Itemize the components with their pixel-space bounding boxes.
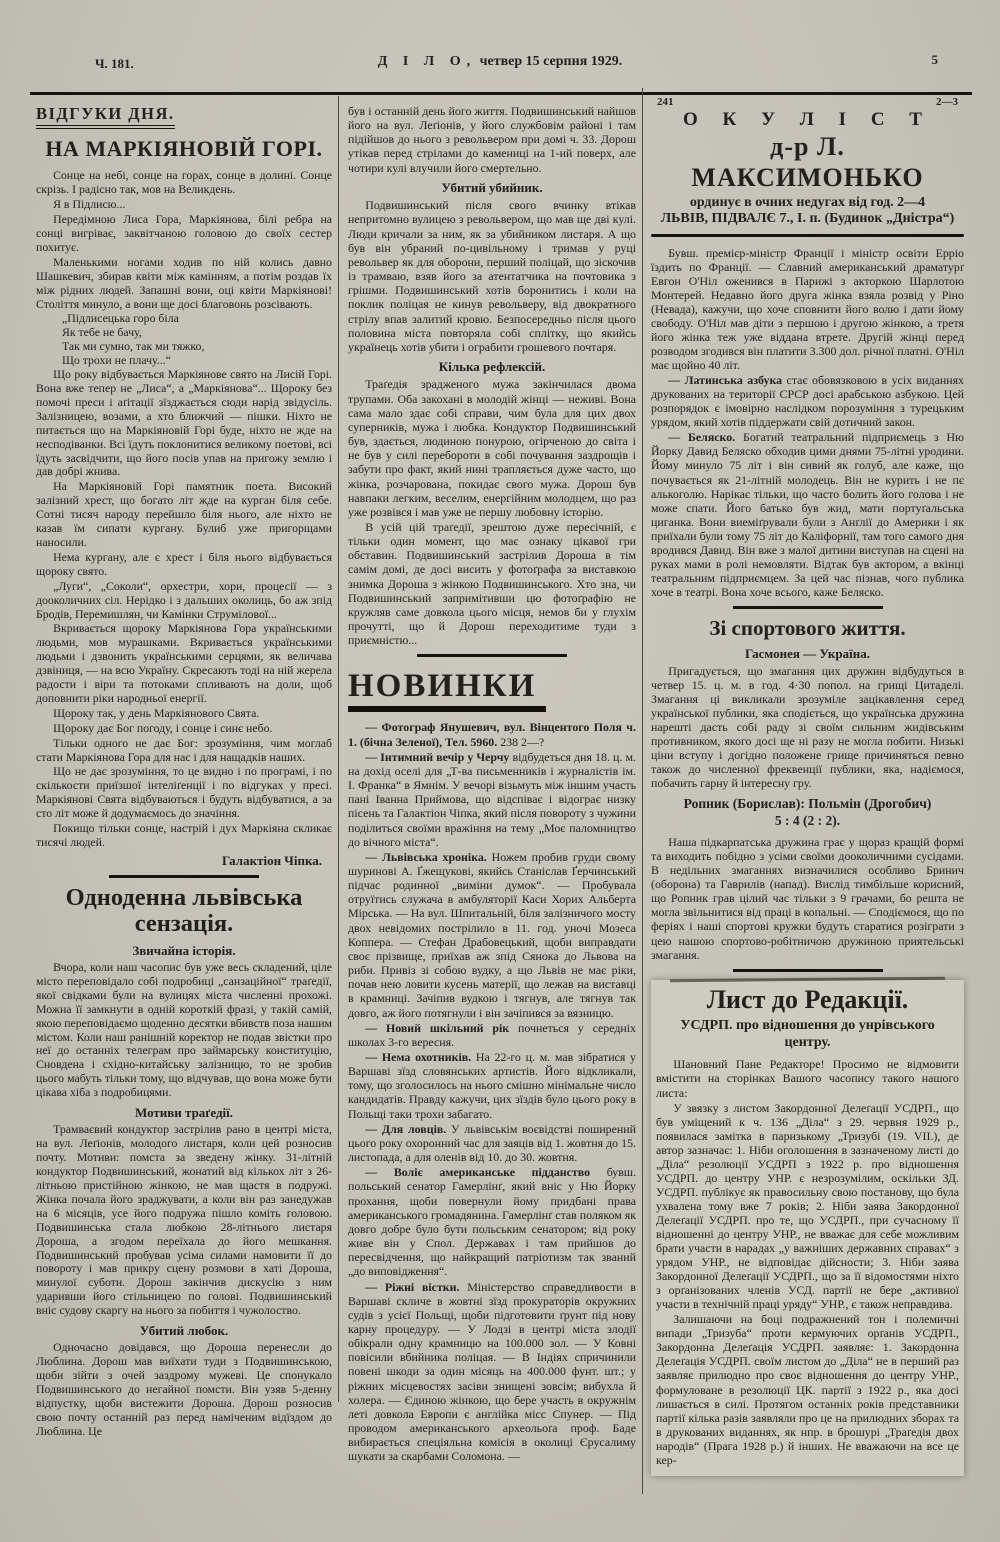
article-body [348, 377, 636, 647]
letter-body [656, 1057, 959, 1466]
paragraph: „Луги“, „Соколи“, орхестри, хори, процесії — з дооколичних сіл. Нерідко і з дальших околиць, бо аж зпід Бродів, Перемишлян, чи Камінки Струмілової... [36, 578, 332, 621]
sport-preview: Пригадується, що змагання цих дружин відбудуться в четвер 15. ц. м. в год. 4·30 попол. на грищі Цитаделі. Змагання ці викликали зрозуміле зацікавлення серед української публики, яка сподіється, що українська дружина нарешті дасть собі раду зі своїм сильним жидівським противником, якого досі ще ні разу не могла побити. Низькі ціни вступу і догідно положене грище причиняться певно також до численної фреквенції публики, яка, надіємося, побачить гарну й інтересну гру. [651, 664, 964, 791]
news-item: — Ріжні вістки. Міністерство справедливости в Варшаві скличе в жовтні зїзд прокураторів окружних судів з усієї Польщі, щоби підготовити ґрунт під нову карну процедуру. — У Лодзі в центрі міста злодії обікрали одну крамницю на 100.000 зол. — У Ковні повісили вбийника поліцая. — В Індіях спричинили повені шкоди за один місяць на 400.000 фунт. шт.; у ріжних місцевостях засіви знищені зовсім; вибухла й холера. — Єдиною жінкою, що бере участь в окружнім леті довкола Европи є англійка місс Спунер. — Під проводом американського археольоґа проф. Баде вибирається спеціяльна комісія в околиці Єрусалиму шукати за скарбами Соломона. — [348, 1279, 636, 1464]
ad-hours: ординує в очних недугах від год. 2—4 [689, 194, 926, 210]
verse-line: Як тебе не бачу, [61, 325, 142, 340]
verse-line: „Підлисецька горо біла [61, 311, 179, 326]
letter-headline: Лист до Редакції. [706, 984, 909, 1014]
subheading: Звичайна історія. [132, 942, 236, 958]
subheading: Убитий убийник. [441, 179, 543, 195]
paragraph: Щороку так, у день Маркіянового Свята. [53, 705, 260, 720]
sport-report: Наша підкарпатська дружина грає у щораз кращій формі та виходить побідно з усіми своїми дооколичними сусідами. В недільних змаганнях визначилися особливо Бринич (оборона) та Гаврилів (напад). Вислід тимбільше корисний, що Ропник грав цілий час тільки з 9 грачами, бо решта не могла звільнитися від праці в копальні. — Сподіємося, що по феріях і наші спортові кружки будуть старатися розіграти з цею нашою спортово-робітничою дружиною приятельські змагання. [651, 835, 964, 962]
verse-line: Так ми сумно, так ми тяжко, [61, 339, 205, 354]
letter-subhead: УСДРП. про відношення до унрівського центру. [680, 1018, 935, 1051]
paragraph: На Маркіяновій Горі памятник поета. Високий залізний хрест, що богато літ жде на курган біля себе. Сотні тисяч народу перейшло біля нього, але ніхто не казав їм сипати кургану. Булиб уже пригорщами наносили. [36, 479, 332, 549]
verse-line: Що трохи не плачу...“ [61, 353, 171, 368]
column-divider-left [338, 96, 339, 1402]
paragraph: Передімною Лиса Гора, Маркіянова, білі ребра на сонці вигріває, заквітчаною головою до своїх сестер похитує. [36, 212, 332, 254]
issue-number: Ч. 181. [95, 56, 134, 71]
continuation-paragraph: був і останній день його життя. Подвишинський найшов його на вул. Леґіонів, у його службовім районі і там підійшов до нього з револьвером при домі ч. 33. Дорош утікав перед стрілами до камениці на 1-ий поверх, але чотири кулі влучили його смертельно. [348, 104, 636, 175]
verse-block [36, 312, 332, 368]
score-teams: Ропник (Борислав): Польмін (Дрогобич) [683, 796, 932, 812]
paragraph: Покищо тільки сонце, настрій і дух Маркіяна скликає тисячі людей. [36, 821, 332, 850]
subheading: Убитий любок. [139, 1323, 229, 1339]
right-column [651, 96, 964, 1476]
world-news [651, 246, 964, 599]
paragraph: Я в Підлисю... [53, 197, 126, 212]
news-item: — Фотограф Янушевич, вул. Вінцентого Поля ч. 1. (бічна Зеленої), Тел. 5960. 238 2—? [348, 720, 636, 749]
headline-line: сензація. [134, 910, 234, 938]
masthead-title: Д І Л О, [377, 54, 477, 69]
middle-column [348, 104, 636, 1465]
headline-line: Одноденна львівська [65, 884, 303, 912]
news-section [348, 664, 636, 720]
paragraph: Вчора, коли наш часопис був уже весь складений, ціле місто переповідало собі подробиці „санзаційної“ траґедії, якої свідками були на вулицях міста численні прохожі. Можна її замкнути в одній короткій фразі, у такій самій, якою переповідаємо щоденно десятки вбивств поза нашим містом. Коли наш ранішній коректор не подав звістки про неї до останніх телеграм про займарську конституцію, Сновдена і східно-китайську залізницю, то не зробив цього мабуть тільки тому, що відчував, що вона може бути цікава хіба з подробицями. [36, 959, 332, 1100]
masthead-date: четвер 15 серпня 1929. [479, 54, 623, 69]
paragraph: Траґедія зрадженого мужа закінчилася двома трупами. Оба закохані в молодій жінці — неживі. Вона сама мало здає собі справи, чим була для цих двох суперників, мужа і любка. Кондуктор Подвишинський був, здається, людиною понурою, огірченою до світа і не був у силі перебороти в собі почування заздрощів і забути про факт, який нині трапляється дуже часто, що жінка, розчарована, покидає свого мужа. Дорош був навпаки легким, веселим, енергійним молодцем, що раз уже розвівся і мав уже не першу любовну історію. [348, 377, 636, 519]
news-section-title: НОВИНКИ [348, 668, 546, 712]
left-column [36, 104, 332, 1440]
news-item: — Львівська хроніка. Ножем пробив груди свому шуринові А. Ґжещукові, якийсь Станіслав Ґерчинський підчас родинної „виміни думок“. — Пробувала отруїтись служача в амбуляторії Каси Хорих Альберта Мірська. — На вул. Шпитальній, біля залізничого мосту двох невідомих пострілило в 11. год. уночі Мозеса Коппера. — Стефан Драбовецький, щоби виправдати своє прізвище, приїхав аж зпід Сянока до Львова на риби. Привіз зі собою вудку, а що Львів не має ріки, почав нею ловити кусень матерії, що лежав на виставці в крамниці. Зачіпив вудкою і тягнув, але тягнув так довго, аж його потягнули і він зачіпився за вязницю. [348, 849, 636, 1020]
match-score [651, 796, 964, 830]
oculist-ad [651, 96, 964, 228]
paragraph: Шановний Пане Редакторе! Просимо не відмовити вмістити на сторінках Вашого часопису такого нашого листа: [656, 1057, 959, 1100]
page-number: 5 [931, 52, 938, 67]
paragraph: У звязку з листом Закордонної Делеґації УСДРП., що був уміщений к ч. 136 „Діла“ з 29. червня 1929 р., появилася замітка в паризькому „Тризубі (19. VII.), де автор зазначає: 1. Ніби оголошення в зазначеному листі до „Діла“ резолюції УСДРП з 1922 р. про відношення УСДРП. до центру УНР. є незрозумілим, оскільки ЗД. УСДРП. публікує як правосильну свою постанову, що була ухвалена тому вже 7 років; 2. Ніби заява Закордонної Делеґації УСДРП. про те, що УСДРП., при сучасному її відношенні до центру УНР., не вважає для себе можливим брати участи в нарадах „у важніших державних справах“ з урядом УНР., не відповідає дійсности; 3. Ніби заява Закордонної Делеґації УСДРП., що за її відомостями ніхто з орґанізованих членів УСД. партії не бере „активної участи в технічній праці уряду“ УНР., є також неправдива. [656, 1100, 959, 1312]
news-item: — Воліє американське підданство бувш. польський сенатор Гамерлінґ, який вніс у Ню Йорку прохання, щоби повернули йому придбані права американського громадянина. Гамерлінґ став поляком як довго добре було бути польським сенатором; від року живе він у Спол. Державах і там прийшов до пересвідчення, що найкращий патріотизм так званий „до виповідження“. [348, 1165, 636, 1279]
news-item: — Новий шкільний рік почнеться у середніх школах 3-го вересня. [348, 1020, 636, 1049]
paragraph: Сонце на небі, сонце на горах, сонце в долині. Сонце скрізь. І радісно так, мов на Великдень. [36, 168, 332, 197]
paragraph: Що не дає зрозуміння, то це видно і по програмі, і по скількости приїзшої інтеліґенції і по відгуках у пресі. Маркіянові Свята відбуваються і будуть відбуватися, а за сто літ може й додумаємось до значіння. [36, 764, 332, 821]
article-divider [109, 875, 259, 878]
author-signature: Галактіон Чіпка. [222, 852, 322, 868]
paragraph: Трамваєвий кондуктор застрілив рано в центрі міста, на вул. Леґіонів, молодого листаря, коли цей розносив почту. Мотиви: помста за зведену жінку. 31-літній кондуктор Подвишинський, жонатий від кількох літ з 26-літньою пристійною жінкою, не мав щастя в подружі. Жінка почала його зраджувати, а коли він раз занедужав на 6 місяців, усе його подружа пішло коміть головою. Подвишинська стала любкою 28-літнього листаря Дороша, а згодом переїхала до його мешкання. Подвишинський пробував усіма силами намовити її до повороту і мав прикру сцену розмови в хаті Дороша, минулої суботи. Дорош закінчив дискусію з ним ударивши його стільницею по голові. Подвишинський вніс судову скаргу на нього за побиття і чужолоство. [36, 1122, 332, 1318]
paragraph: Щороку дає Бог погоду, і сонце і синє небо. [53, 720, 273, 735]
ad-address: ЛЬВІВ, ПІДВАЛЄ 7., І. п. (Будинок „Дністра“) [660, 211, 955, 227]
ad-rule [651, 234, 964, 237]
header-rule [30, 92, 972, 95]
paragraph: В усій цій траґедії, зрештою дуже пересічній, є тільки один момент, що має ознаку цікавої гри обставин. Подвишинський застрілив Дороша в тім самім домі, де досі висить у фотоґрафа за виставкою знимка Дороша з жінкою Подвишинського. Хто зна, чи Подвишинський запримітивши цю фотоґрафію не кружляв саме довкола цього місця, немов би у глухім прочутті, що й Дорош переходитиме туди з приємністю... [348, 520, 636, 648]
sport-match-subhead: Гасмонея — Україна. [745, 645, 870, 661]
paragraph: Маленькими ногами ходив по ній колись давно Шашкевич, збирав квіти між камінням, а потім роздав їх між рідних людей. Запашні вони, оці квіти Маркіянові! Століття минуло, а вони ще досі благовонь розсівають. [36, 254, 332, 311]
news-item: — Інтимний вечір у Черчу відбудеться дня 18. ц. м. на дохід оселі для „Т-ва письменників і журналістів ім. І. Франка“ в Ямнім. У вечорі візьмуть між іншим участь пані Іванна Приймова, що відспіває і відограє низку пісень та Галактіон Чіпка, який після повороту з чужини поділиться своїми вражіння на тему „Моє паломництво до вічного міста“. [348, 749, 636, 849]
article-body [36, 368, 332, 850]
news-paragraph: Бувш. премієр-міністр Франції і міністр освіти Ерріо їздить по Франції. — Славний американський драматурґ Евгон О'Ніл оженився в Парижі з акторкою Шарлотою Монтерей. Недавно його друга жінка взяла розвід у Ріно (Невада), кажучи, що хоче сповнити його волю і дати йому свободу. О'Ніл мав діти з першою і другою жінкою, а третя його жінка теж уже віддана втрете. Другій жінці перед розводом згодився він платити 3.300 дол. річної платні. О'Ніл має щойно 40 літ. [651, 245, 964, 373]
news-item: — Для ловців. У львівськім воєвідстві поширений цього року охоронний час для заяців від 1. жовтня до 15. листопада, а для оленів від 10. до 30. жовтня. [348, 1121, 636, 1165]
article-divider [417, 654, 567, 657]
ad-doctor-name: д-р Л. МАКСИМОНЬКО [691, 132, 924, 193]
ad-run-marker: 2—3 [936, 96, 958, 108]
subheading: Кілька рефлексій. [438, 358, 546, 374]
news-item: — Нема охотників. На 22-го ц. м. мав зібратися у Варшаві зїзд словянських артистів. Його відкликали, тому, що зголосилось на нього смішно мінімальне число кандидатів. Правду кажучи, цих зїздів було цього року в Польщі таки трохи забагато. [348, 1050, 636, 1121]
article-divider [733, 606, 883, 609]
section-kicker: ВІДГУКИ ДНЯ. [36, 104, 175, 129]
paragraph: Залишаючи на боці подражнений тон і полемичні випади „Тризуба“ проти кермуючих орґанів УСДРП., Закордонна Делеґація УСДРП. заявляє: 1. Закордонна Делеґація УСДРП. своїм листом до „Діла“ не в перший раз заявляє прилюдно про своє відношення до центру УНР., формуловане в резолюції ЦК. партії з 1922 р., яка досі лишається в силі. Протягом останніх років представники партії кілька разів заявляли про це на прилюдних зборах та в друкованих виданнях, як нпр. в брошурі „Траґедія двох народів“ (Прага 1928 р.) й інших. Не вважаючи на все це кер- [656, 1312, 959, 1467]
subheading: Мотиви траґедії. [134, 1105, 234, 1121]
sport-section-title: Зі спортового життя. [709, 615, 906, 640]
news-items [348, 720, 636, 1463]
paragraph: Нема кургану, але є хрест і біля нього відбувається щороку свято. [36, 549, 332, 578]
ad-title: О К У Л І С Т [683, 108, 932, 130]
news-paragraph: — Беляско. Богатий театральний підприємець з Ню Йорку Давид Беляско обходив цими днями 75-літні уродини. Йому минуло 75 літ і він сивий як голуб, але каже, що почувається як 21-літній молодець. Він не курить і не пє алькоголю. Нарікає тільки, що часто болить його голова і не може спати. Його батько був жид, мати портуґальська циганка. Вони виеміґрували були з Анґлії до Америки і як приїхали були тому 75 літ до Каліфорнії, там того самого дня вродився Давид. Він вже з малої дитини виступав на сцені на руках мами в ролі немовляти. Відтак був актором, а вкінці театральним підприємцем. За цей час пізнав, чого публика хоче в театрі. Вона хоче всього, каже Беляско. [651, 430, 964, 599]
masthead [0, 54, 1000, 70]
column-divider-right [642, 88, 643, 1494]
ad-number: 241 [657, 96, 674, 108]
article-headline [36, 885, 332, 937]
section-kicker-wrap [36, 104, 332, 129]
article-headline: НА МАРКІЯНОВІЙ ГОРІ. [45, 136, 323, 162]
paragraph: Вкривається щороку Маркіянова Гора українськими людьми, мов мурашками. Вкривається українськими людьми і дзвонить українськими серцями, як величава дзвіниця, — на всю Україну. Скресають тоді на ній жерела радости і віри та потоками спливають на доли, щоб доповнити ріки народньої енергії. [36, 621, 332, 705]
paragraph: Одночасно довідався, що Дороша перенесли до Люблина. Дорош мав виїхати туди з Подвишинською, щоби зійти з очей заздрому мужеві. Це спонукало Подвишинського до негайної помсти. Він узяв 5-денну відпустку, щоби вистежити Дороша. Дорош розносив свою почту останній раз перед наміченим відїздом до Люблина. Це [36, 1340, 332, 1438]
ad-markers [651, 96, 964, 109]
paragraph: Подвишинський після свого вчинку втікав непритомно вулицею з револьвером, що мав ще дві кулі. Люди кричали за ним, як за убийником листаря. А що був він убраний по-цивільному і тримав у руці револьвер як для оборони, перший поліцай, що зіскочив із трамваю, взяв його за атентатчика на почтовика з грішми. Подвишинський хотів боронитись і коли на поклик поліцая не кинув револьверу, від двократного стрілу впав залитий кровю. Безпосередньо після цього половина міста повторяла собі сплітку, що якийсь українець хотів убити і ограбити грошевого почтаря. [348, 198, 636, 354]
article-divider [733, 969, 883, 972]
paragraph: Що року відбувається Маркіянове свято на Лисій Горі. Вона вже тепер не „Лиса“, а „Маркіянова“... Щороку без помочі преси і аґітації зїзджається сюди нарід звідусіль. Залізницею, возами, а хто ближчий — пішки. Ніхто не питається що на Маркіяновій Горі буде, ніхто не жде на несподіванки. Всі їдуть поклонитися великому поетові, всі їдуть засвідчити, що його посів упав на пригожу землю і дав добрі жнива. [36, 367, 332, 479]
article-body [36, 169, 332, 311]
letter-to-editor [651, 980, 964, 1476]
paragraph: Тільки одного не дає Бог: зрозуміння, чим моглаб стати Маркіянова Гора для нас і для нащадків наших. [36, 735, 332, 764]
news-paragraph: — Латинська азбука стає обовязковою в усіх виданнях друкованих на території СРСР досі арабською азбукою. Цей розпорядок є імовірно наслідком порозуміння з турецьким урядом, який хотів піддержати свій дотичний закон. [651, 373, 964, 430]
score-result: 5 : 4 (2 : 2). [774, 813, 841, 829]
